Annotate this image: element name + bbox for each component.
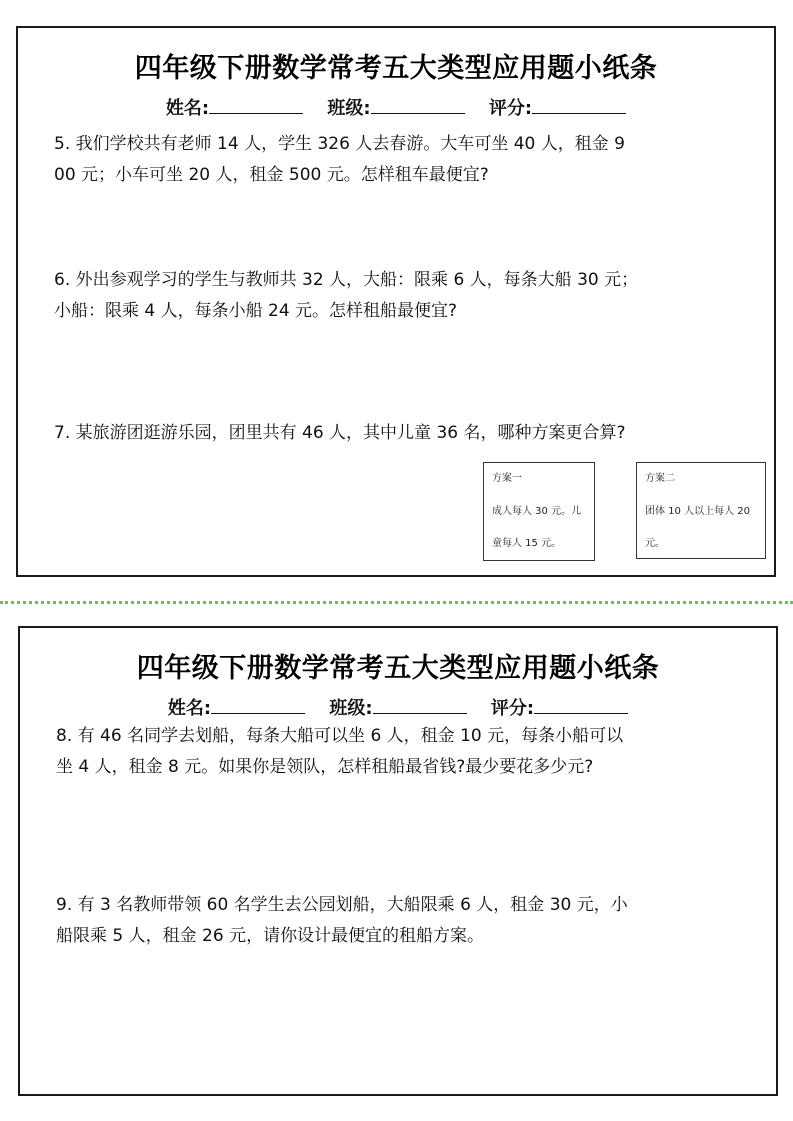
plan-one-title: 方案一 — [492, 473, 522, 484]
question-9-line-1: 9. 有 3 名教师带领 60 名学生去公园划船，大船限乘 6 人，租金 30 元，小 — [56, 895, 628, 915]
question-8 — [56, 721, 758, 783]
class-label: 班级: — [329, 698, 373, 719]
question-8-line-1: 8. 有 46 名同学去划船，每条大船可以坐 6 人，租金 10 元，每条小船可以 — [56, 726, 624, 746]
plan-one-box — [483, 462, 595, 561]
worksheet-card-2 — [18, 626, 778, 1096]
question-5 — [54, 129, 756, 191]
name-label: 姓名: — [165, 98, 210, 119]
score-blank — [534, 697, 628, 714]
score-field — [491, 694, 628, 720]
class-field — [329, 694, 466, 720]
class-label: 班级: — [327, 98, 371, 119]
name-blank — [209, 97, 303, 114]
student-info-row — [20, 694, 776, 720]
name-field — [166, 94, 303, 120]
question-8-line-2: 坐 4 人，租金 8 元。如果你是领队，怎样租船最省钱?最少要花多少元? — [56, 757, 594, 777]
student-info-row — [18, 94, 774, 120]
plan-one-line-1: 成人每人 30 元。儿 — [492, 506, 582, 517]
question-9-line-2: 船限乘 5 人，租金 26 元，请你设计最便宜的租船方案。 — [56, 926, 485, 946]
score-field — [489, 94, 626, 120]
question-5-line-1: 5. 我们学校共有老师 14 人，学生 326 人去春游。大车可坐 40 人，租金 9 — [54, 134, 625, 154]
plan-two-title: 方案二 — [645, 473, 675, 484]
score-label: 评分: — [488, 98, 533, 119]
question-6 — [54, 265, 756, 327]
question-9 — [56, 890, 758, 952]
plan-two-line-2: 元。 — [645, 538, 665, 549]
question-7 — [54, 418, 756, 449]
score-blank — [532, 97, 626, 114]
question-5-line-2: 00 元；小车可坐 20 人，租金 500 元。怎样租车最便宜? — [54, 165, 489, 185]
worksheet-card-1 — [16, 26, 776, 577]
plan-two-line-1: 团体 10 人以上每人 20 — [645, 506, 750, 517]
plan-one-line-2: 童每人 15 元。 — [492, 538, 562, 549]
name-blank — [211, 697, 305, 714]
class-blank — [371, 97, 465, 114]
worksheet-title: 四年级下册数学常考五大类型应用题小纸条 — [136, 653, 660, 684]
question-6-line-1: 6. 外出参观学习的学生与教师共 32 人，大船：限乘 6 人，每条大船 30 元； — [54, 270, 639, 290]
question-7-line-1: 7. 某旅游团逛游乐园，团里共有 46 人，其中儿童 36 名，哪种方案更合算? — [54, 423, 626, 443]
question-6-line-2: 小船：限乘 4 人，每条小船 24 元。怎样租船最便宜? — [54, 301, 458, 321]
plan-two-box — [636, 462, 766, 559]
class-field — [327, 94, 464, 120]
name-field — [168, 694, 305, 720]
score-label: 评分: — [490, 698, 535, 719]
name-label: 姓名: — [167, 698, 212, 719]
class-blank — [373, 697, 467, 714]
cut-line-separator — [0, 601, 793, 604]
worksheet-title: 四年级下册数学常考五大类型应用题小纸条 — [134, 53, 658, 84]
